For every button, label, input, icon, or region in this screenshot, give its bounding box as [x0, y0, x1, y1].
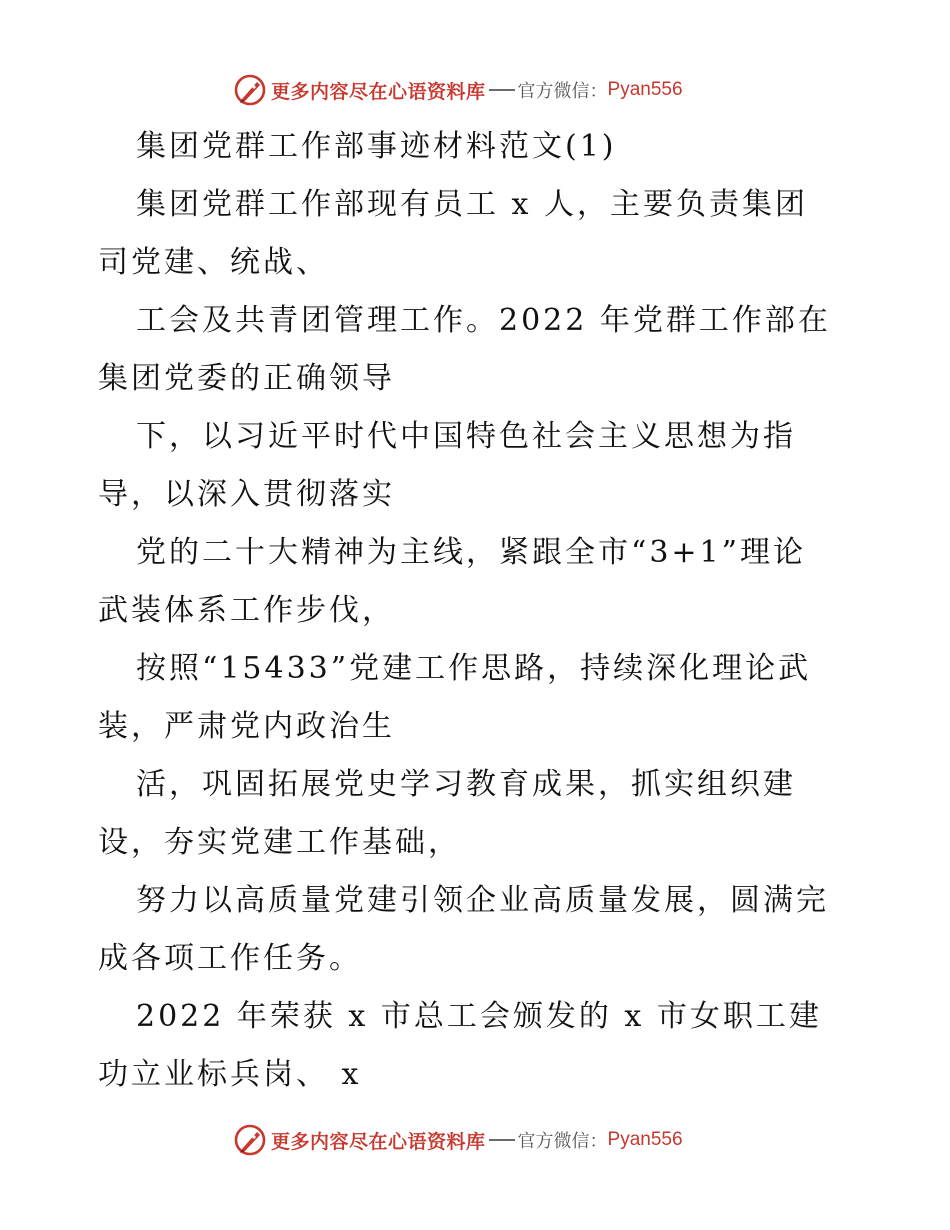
paragraph-line: 集团党委的正确领导: [98, 361, 395, 396]
paragraph-line: 工会及共青团管理工作。2022 年党群工作部在: [136, 303, 831, 338]
quill-pen-logo-icon: [233, 73, 267, 107]
paragraph-line: 司党建、统战、: [98, 245, 329, 280]
watermark-official-label: 官方微信：: [517, 1131, 608, 1152]
watermark-wechat-id: Pyan556: [607, 1129, 683, 1150]
watermark-brand-text: 更多内容尽在心语资料库: [271, 80, 486, 103]
paragraph-line: 按照“15433”党建工作思路，持续深化理论武: [136, 651, 812, 686]
watermark-wechat-id: Pyan556: [607, 79, 683, 100]
paragraph-line: 武装体系工作步伐，: [98, 593, 395, 628]
document-body: [98, 118, 858, 1104]
paragraph-line: 努力以高质量党建引领企业高质量发展，圆满完: [136, 883, 829, 918]
paragraph-line: 活，巩固拓展党史学习教育成果，抓实组织建: [136, 767, 796, 802]
paragraph-line: 2022 年荣获 x 市总工会颁发的 x 市女职工建: [136, 999, 822, 1034]
watermark-brand-text: 更多内容尽在心语资料库: [271, 1130, 486, 1153]
quill-pen-logo-icon: [233, 1123, 267, 1157]
watermark-dash: [489, 1139, 515, 1141]
paragraph-line: 设，夯实党建工作基础，: [98, 825, 461, 860]
paragraph-line: 功立业标兵岗、 x: [98, 1057, 362, 1092]
paragraph-line: 下，以习近平时代中国特色社会主义思想为指: [136, 419, 796, 454]
paragraph-line: 成各项工作任务。: [98, 941, 362, 976]
paragraph-line: 集团党群工作部现有员工 x 人，主要负责集团: [136, 187, 808, 222]
paragraph-line: 装，严肃党内政治生: [98, 709, 395, 744]
document-title: 集团党群工作部事迹材料范文(1): [136, 129, 617, 164]
watermark-footer: [233, 1122, 683, 1158]
watermark-official-label: 官方微信：: [517, 81, 608, 102]
paragraph-line: 导，以深入贯彻落实: [98, 477, 395, 512]
watermark-header: [233, 72, 683, 108]
watermark-dash: [489, 89, 515, 91]
paragraph-line: 党的二十大精神为主线，紧跟全市“3+1”理论: [136, 535, 806, 570]
